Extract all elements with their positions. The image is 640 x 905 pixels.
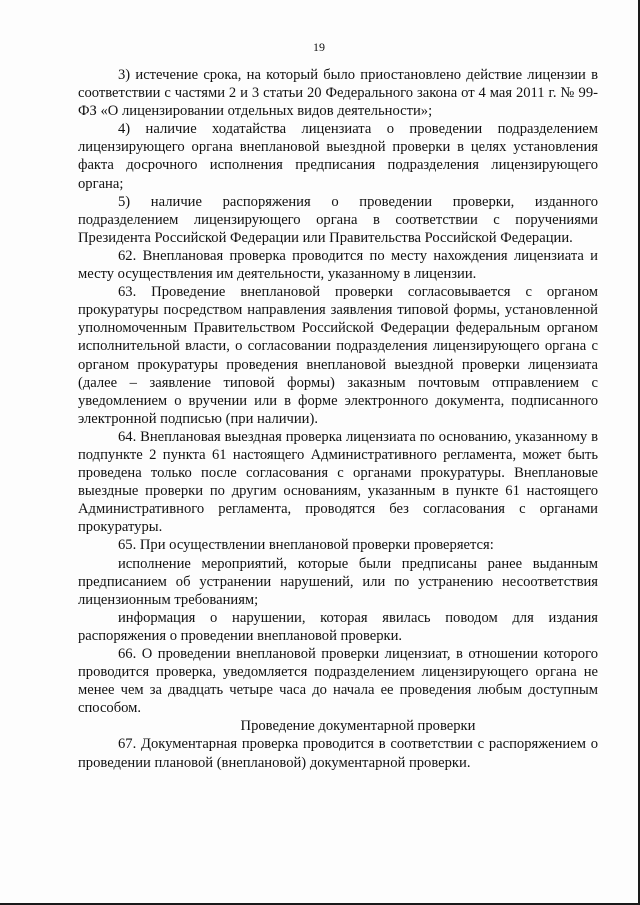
paragraph-66: 66. О проведении внеплановой проверки лицензиат, в отношении которого проводится проверка, уведомляется подразделением лицензирующего органа не менее чем за двадцать четыре часа до начала ее проведения любым доступным способом. [78, 646, 598, 717]
paragraph-64: 64. Внеплановая выездная проверка лицензиата по основанию, указанному в подпункте 2 пункта 61 настоящего Административного регламента, может быть проведена только после согласования с органами прокуратуры. Внеплановые выездные проверки по другим основаниям, указанным в пункте 61 настоящего Административного регламента, проводятся без согласования с органами прокуратуры. [78, 428, 598, 536]
document-body [78, 66, 598, 772]
paragraph-62: 62. Внеплановая проверка проводится по месту нахождения лицензиата и месту осуществления им деятельности, указанному в лицензии. [78, 247, 598, 283]
paragraph-65-item-2: информация о нарушении, которая явилась поводом для издания распоряжения о проведении внеплановой проверки. [78, 609, 598, 644]
paragraph-item-3: 3) истечение срока, на который было приостановлено действие лицензии в соответствии с частями 2 и 3 статьи 20 Федерального закона от 4 мая 2011 г. № 99-ФЗ «О лицензировании отдельных видов деятельности»; [78, 67, 598, 120]
page-number: 19 [313, 40, 325, 54]
paragraph-67: 67. Документарная проверка проводится в соответствии с распоряжением о проведении плановой (внеплановой) документарной проверки. [78, 736, 598, 771]
paragraph-item-5: 5) наличие распоряжения о проведении проверки, изданного подразделением лицензирующего органа в соответствии с поручениями Президента Российской Федерации или Правительства Российской Федерации. [78, 193, 598, 246]
section-heading [78, 717, 598, 735]
paragraph-item-4: 4) наличие ходатайства лицензиата о проведении подразделением лицензирующего органа внеплановой выездной проверки в целях установления факта досрочного исполнения предписания подразделения лицензирующего органа; [78, 121, 598, 192]
section-heading-text: Проведение документарной проверки [240, 718, 476, 735]
paragraph-65: 65. При осуществлении внеплановой проверки проверяется: [118, 537, 494, 554]
paragraph-65-item-1: исполнение мероприятий, которые были предписаны ранее выданным предписанием об устранении нарушений, или по устранению несоответствия лицензионным требованиям; [78, 555, 598, 608]
paragraph-63: 63. Проведение внеплановой проверки согласовывается с органом прокуратуры посредством направления заявления типовой формы, установленной уполномоченным Правительством Российской Федерации федеральным органом исполнительной власти, о согласовании подразделения лицензирующего органа с органом прокуратуры проведения внеплановой выездной проверки лицензиата (далее – заявление типовой формы) заказным почтовым отправлением с уведомлением о вручении или в форме электронного документа, подписанного электронной подписью (при наличии). [78, 284, 598, 427]
